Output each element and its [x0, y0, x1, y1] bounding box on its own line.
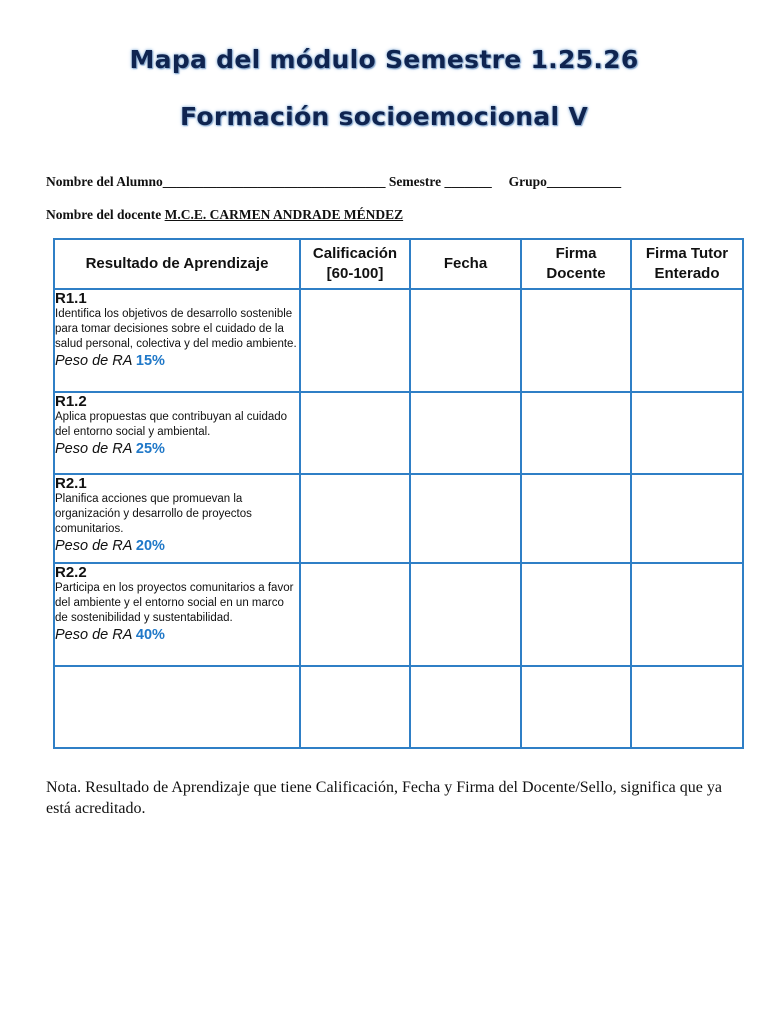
- page-title: Mapa del módulo Semestre 1.25.26: [129, 45, 639, 74]
- outcome-cell: [54, 474, 300, 563]
- student-name-field[interactable]: _________________________________: [162, 174, 386, 189]
- group-label: Grupo: [508, 174, 547, 189]
- outcome-weight: Peso de RA 15%: [55, 353, 165, 369]
- tutor-signature-cell[interactable]: [631, 563, 743, 666]
- tutor-signature-cell[interactable]: [631, 474, 743, 563]
- teacher-signature-cell[interactable]: [521, 666, 631, 748]
- semester-label: Semestre: [388, 174, 442, 189]
- outcome-code: R2.2: [55, 564, 87, 581]
- header-firma-docente: Firma Docente: [521, 239, 631, 289]
- weight-value: 40%: [135, 627, 165, 643]
- module-subtitle: Formación socioemocional V: [179, 102, 588, 131]
- student-name-label: Nombre del Alumno: [46, 174, 163, 189]
- empty-table-row: [54, 666, 743, 748]
- teacher-name: M.C.E. CARMEN ANDRADE MÉNDEZ: [164, 207, 404, 222]
- table-row: [54, 392, 743, 474]
- outcome-description: Planifica acciones que promuevan la organización y desarrollo de proyectos comunitarios.: [55, 493, 252, 535]
- header-firma-tutor: Firma Tutor Enterado: [631, 239, 743, 289]
- grade-cell[interactable]: [300, 666, 410, 748]
- outcome-cell: [54, 563, 300, 666]
- table-row: [54, 289, 743, 392]
- grade-cell[interactable]: [300, 289, 410, 392]
- outcome-cell: [54, 392, 300, 474]
- student-info-line: [46, 174, 621, 190]
- header-fecha: Fecha: [410, 239, 521, 289]
- teacher-signature-cell[interactable]: [521, 392, 631, 474]
- outcome-description: Identifica los objetivos de desarrollo sostenible para tomar decisiones sobre el cuidado de la salud personal, colectiva y del medio ambiente.: [55, 308, 297, 350]
- outcome-description: Aplica propuestas que contribuyan al cuidado del entorno social y ambiental.: [55, 411, 288, 438]
- outcome-description: Participa en los proyectos comunitarios a favor del ambiente y el entorno social en un marco de sostenibilidad y sustentabilidad.: [55, 582, 294, 624]
- tutor-signature-cell[interactable]: [631, 666, 743, 748]
- outcome-code: R1.1: [55, 290, 87, 307]
- semester-field[interactable]: _______: [444, 174, 492, 189]
- date-cell[interactable]: [410, 289, 521, 392]
- weight-value: 20%: [135, 538, 165, 554]
- teacher-signature-cell[interactable]: [521, 474, 631, 563]
- outcome-weight: Peso de RA 25%: [55, 441, 165, 457]
- outcome-cell: [54, 289, 300, 392]
- outcome-code: R2.1: [55, 475, 87, 492]
- table-row: [54, 474, 743, 563]
- teacher-label: Nombre del docente: [46, 207, 162, 222]
- tutor-signature-cell[interactable]: [631, 392, 743, 474]
- outcome-code: R1.2: [55, 393, 87, 410]
- weight-value: 25%: [135, 441, 165, 457]
- header-resultado: Resultado de Aprendizaje: [54, 239, 300, 289]
- learning-outcomes-table: [53, 238, 744, 749]
- grade-cell[interactable]: [300, 392, 410, 474]
- date-cell[interactable]: [410, 666, 521, 748]
- outcome-weight: Peso de RA 40%: [55, 627, 165, 643]
- table-row: [54, 563, 743, 666]
- outcome-cell-empty[interactable]: [54, 666, 300, 748]
- table-header-row: [54, 239, 743, 289]
- outcome-weight: Peso de RA 20%: [55, 538, 165, 554]
- teacher-info-line: [46, 207, 403, 223]
- date-cell[interactable]: [410, 474, 521, 563]
- date-cell[interactable]: [410, 392, 521, 474]
- grade-cell[interactable]: [300, 563, 410, 666]
- teacher-signature-cell[interactable]: [521, 289, 631, 392]
- group-field[interactable]: ___________: [546, 174, 622, 189]
- date-cell[interactable]: [410, 563, 521, 666]
- grade-cell[interactable]: [300, 474, 410, 563]
- tutor-signature-cell[interactable]: [631, 289, 743, 392]
- weight-value: 15%: [135, 353, 165, 369]
- teacher-signature-cell[interactable]: [521, 563, 631, 666]
- footnote: Nota. Resultado de Aprendizaje que tiene Calificación, Fecha y Firma del Docente/Sello, significa que ya está acreditado.: [46, 779, 722, 817]
- header-calificacion: Calificación [60-100]: [300, 239, 410, 289]
